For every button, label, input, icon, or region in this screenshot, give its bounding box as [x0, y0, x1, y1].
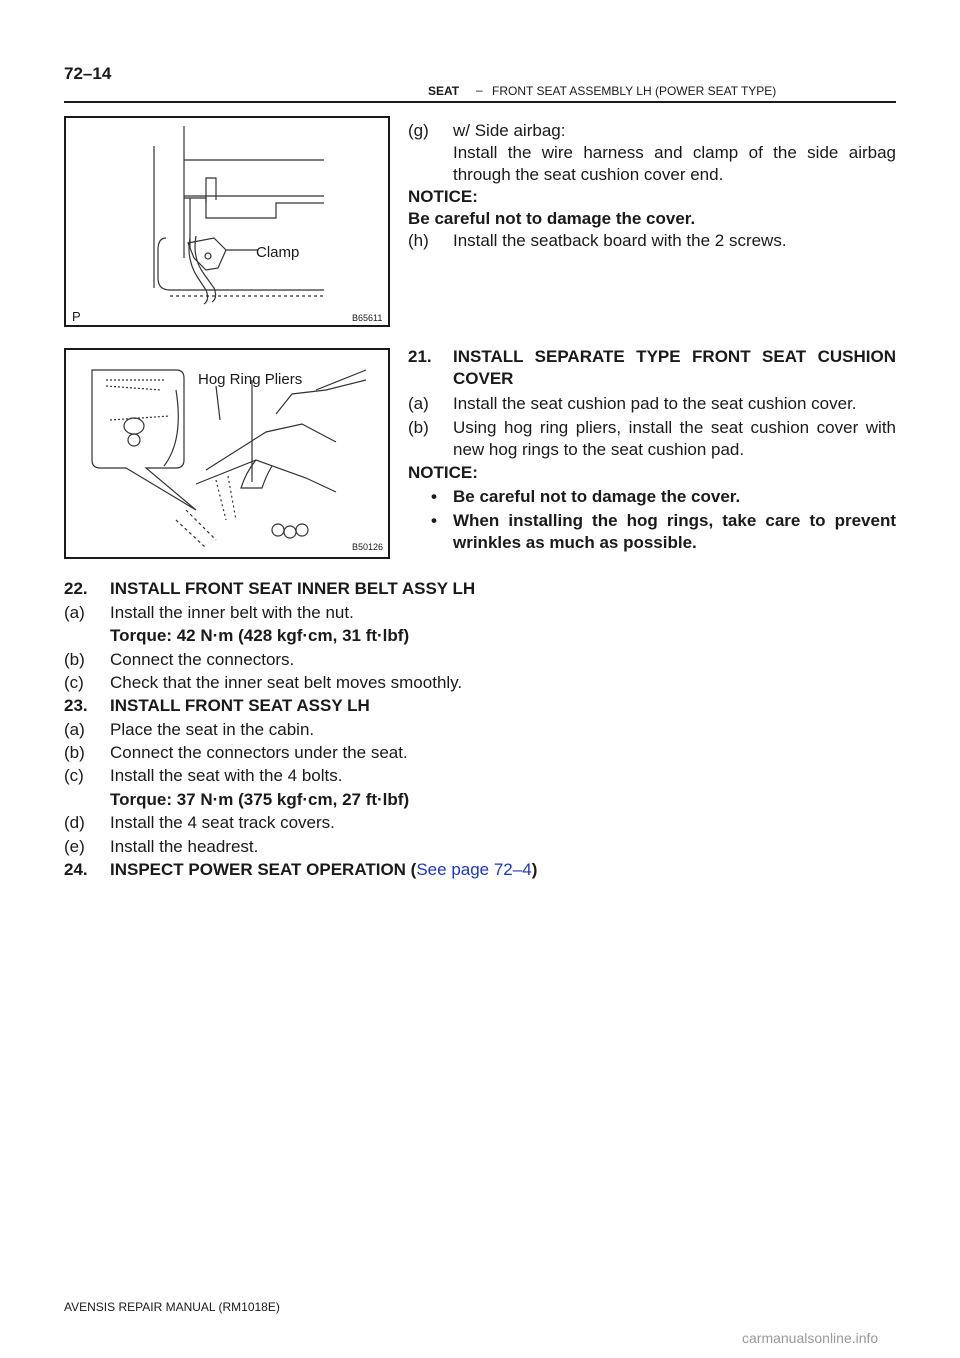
step-24-number: 24. [64, 860, 88, 879]
figure-corner-mark: P [72, 309, 81, 324]
callout-hog-ring-pliers: Hog Ring Pliers [198, 371, 303, 388]
header-rule [64, 101, 896, 103]
callout-clamp: Clamp [256, 244, 300, 261]
step-23b-text: Connect the connectors under the seat. [110, 743, 408, 762]
see-page-link[interactable]: See page 72–4 [416, 860, 532, 879]
step-22b-label: (b) [64, 650, 85, 669]
step-24-title: INSPECT POWER SEAT OPERATION ( [110, 860, 417, 879]
torque-spec: Torque: 37 N·m (375 kgf·cm, 27 ft·lbf) [110, 790, 410, 809]
step-h-text: Install the seatback board with the 2 screws. [453, 231, 787, 250]
step-23d-text: Install the 4 seat track covers. [110, 813, 335, 832]
step-21-title-line2: COVER [453, 369, 514, 388]
step-21a-text: Install the seat cushion pad to the seat cushion cover. [453, 394, 857, 413]
footer-manual-name: AVENSIS REPAIR MANUAL (RM1018E) [64, 1300, 280, 1314]
bullet: • [431, 511, 437, 530]
notice-label: NOTICE: [408, 187, 478, 206]
torque-spec: Torque: 42 N·m (428 kgf·cm, 31 ft·lbf) [110, 626, 410, 645]
step-24-close: ) [531, 860, 538, 879]
step-h-label: (h) [408, 231, 429, 250]
step-21-title-line1: INSTALL SEPARATE TYPE FRONT SEAT CUSHION [453, 347, 896, 366]
step-g-label: (g) [408, 121, 429, 140]
step-22-number: 22. [64, 579, 88, 598]
page-number: 72–14 [64, 64, 112, 83]
step-22a-label: (a) [64, 603, 85, 622]
figure-clamp [64, 116, 390, 327]
step-23d-label: (d) [64, 813, 85, 832]
step-22-title: INSTALL FRONT SEAT INNER BELT ASSY LH [110, 579, 476, 598]
clamp-illustration [66, 118, 388, 325]
notice-label: NOTICE: [408, 463, 478, 482]
step-24-line [110, 859, 537, 881]
header-dash: – [476, 83, 483, 97]
step-22c-text: Check that the inner seat belt moves smoothly. [110, 673, 463, 692]
step-g-line3: through the seat cushion cover end. [453, 165, 724, 184]
notice-item-2-line1: When installing the hog rings, take care to prevent [453, 511, 896, 530]
step-23a-text: Place the seat in the cabin. [110, 720, 315, 739]
step-23-title: INSTALL FRONT SEAT ASSY LH [110, 696, 370, 715]
step-21a-label: (a) [408, 394, 429, 413]
step-23c-text: Install the seat with the 4 bolts. [110, 766, 343, 785]
step-22b-text: Connect the connectors. [110, 650, 295, 669]
step-22a-text: Install the inner belt with the nut. [110, 603, 354, 622]
step-21-number: 21. [408, 347, 432, 366]
step-21b-label: (b) [408, 418, 429, 437]
notice-item-1: Be careful not to damage the cover. [453, 487, 741, 506]
step-21b-line1: Using hog ring pliers, install the seat cushion cover with [453, 418, 896, 437]
figure-code: B65611 [352, 313, 383, 323]
step-21b-line2: new hog rings to the seat cushion pad. [453, 440, 745, 459]
step-23-number: 23. [64, 696, 88, 715]
header-section: SEAT [428, 84, 460, 98]
bullet: • [431, 487, 437, 506]
figure-code: B50126 [352, 542, 384, 552]
header-title: FRONT SEAT ASSEMBLY LH (POWER SEAT TYPE) [492, 84, 777, 98]
notice-text: Be careful not to damage the cover. [408, 209, 696, 228]
step-23e-label: (e) [64, 837, 85, 856]
hog-ring-pliers-illustration [66, 350, 388, 557]
step-22c-label: (c) [64, 673, 84, 692]
watermark: carmanualsonline.info [742, 1330, 879, 1346]
step-23c-label: (c) [64, 766, 84, 785]
notice-item-2-line2: wrinkles as much as possible. [453, 533, 697, 552]
step-g-line1: w/ Side airbag: [453, 121, 566, 140]
step-23b-label: (b) [64, 743, 85, 762]
step-g-line2: Install the wire harness and clamp of the side airbag [453, 143, 896, 162]
step-23a-label: (a) [64, 720, 85, 739]
figure-hog-ring-pliers [64, 348, 390, 559]
step-23e-text: Install the headrest. [110, 837, 259, 856]
